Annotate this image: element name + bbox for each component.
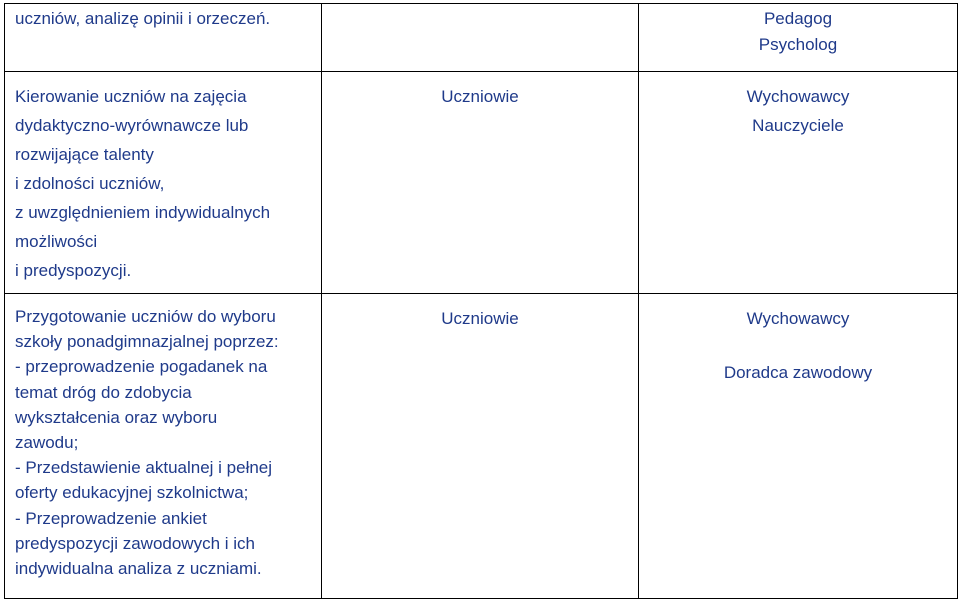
activity-line: zawodu; (15, 433, 79, 453)
participants-cell (322, 72, 639, 294)
responsible-line: Pedagog (763, 9, 833, 28)
responsible-cell (639, 72, 958, 294)
activity-line: temat dróg do zdobycia (15, 382, 192, 402)
activity-line: Przygotowanie uczniów do wyboru (15, 307, 276, 326)
blank-line (639, 333, 957, 358)
activity-line: Kierowanie uczniów na zajęcia (15, 87, 247, 106)
activity-line: z uwzględnieniem indywidualnych (15, 203, 271, 222)
table-row (5, 294, 958, 599)
participants-line: Uczniowie (441, 309, 519, 328)
activity-line: szkoły ponadgimnazjalnej poprzez: (15, 332, 279, 352)
activities-table (4, 3, 958, 599)
activity-line: oferty edukacyjnej szkolnictwa; (15, 483, 249, 503)
responsible-cell (639, 4, 958, 72)
table-row (5, 72, 958, 294)
responsible-line: Psycholog (758, 35, 838, 54)
responsible-line: Nauczyciele (752, 116, 844, 135)
activity-line: - przeprowadzenie pogadanek na (15, 357, 268, 377)
activity-cell (5, 294, 322, 599)
participants-line: Uczniowie (441, 87, 519, 106)
responsible-cell (639, 294, 958, 599)
responsible-line: Wychowawcy (746, 309, 850, 328)
activity-cell (5, 4, 322, 72)
activity-line: uczniów, analizę opinii i orzeczeń. (15, 9, 271, 28)
activity-line: możliwości (15, 232, 98, 251)
responsible-line: Wychowawcy (746, 87, 850, 106)
activity-line: i predyspozycji. (15, 261, 132, 280)
activity-line: i zdolności uczniów, (15, 174, 165, 193)
activity-cell (5, 72, 322, 294)
activity-line: - Przedstawienie aktualnej i pełnej (15, 458, 273, 478)
activity-line: indywidualna analiza z uczniami. (15, 559, 262, 579)
participants-cell (322, 294, 639, 599)
participants-cell (322, 4, 639, 72)
activity-line: predyspozycji zawodowych i ich (15, 533, 255, 553)
activity-line: - Przeprowadzenie ankiet (15, 508, 207, 528)
activity-line: wykształcenia oraz wyboru (15, 407, 218, 427)
activity-line: rozwijające talenty (15, 145, 154, 164)
activity-line: dydaktyczno-wyrównawcze lub (15, 116, 249, 135)
responsible-line: Doradca zawodowy (723, 363, 873, 382)
table-row (5, 4, 958, 72)
